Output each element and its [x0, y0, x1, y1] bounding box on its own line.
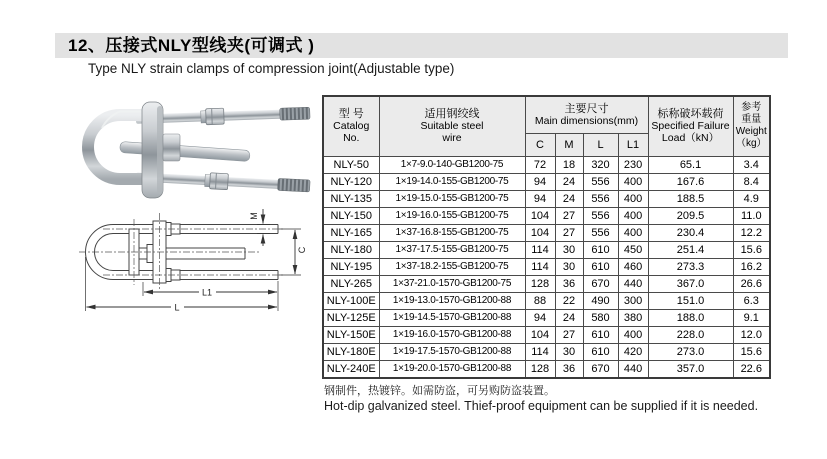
table-cell: 94 — [525, 173, 555, 190]
col-header-load: 标称破坏载荷 Specified Failure Load（kN） — [648, 96, 733, 156]
table-cell: 556 — [583, 207, 618, 224]
table-cell: NLY-265 — [323, 275, 379, 292]
table-cell: 670 — [583, 360, 618, 378]
col-header-l: L — [583, 133, 618, 156]
spec-table — [322, 95, 771, 379]
table-row — [323, 326, 770, 343]
table-cell: 16.2 — [733, 258, 770, 275]
table-cell: NLY-125E — [323, 309, 379, 326]
table-cell: 12.0 — [733, 326, 770, 343]
table-cell: 400 — [618, 224, 648, 241]
table-cell: NLY-135 — [323, 190, 379, 207]
table-cell: 1×37-21.0-1570-GB1200-75 — [379, 275, 525, 292]
table-row — [323, 173, 770, 190]
col-header-wire: 适用钢绞线 Suitable steel wire — [379, 96, 525, 156]
table-cell: 94 — [525, 309, 555, 326]
table-cell: 230.4 — [648, 224, 733, 241]
table-cell: 357.0 — [648, 360, 733, 378]
page-subtitle: Type NLY strain clamps of compression joint(Adjustable type) — [88, 61, 455, 76]
table-cell: 556 — [583, 173, 618, 190]
table-cell: 151.0 — [648, 292, 733, 309]
col-header-dimensions: 主要尺寸 Main dimensions(mm) — [525, 96, 648, 133]
table-cell: 1×19-20.0-1570-GB1200-88 — [379, 360, 525, 378]
table-cell: 1×37-18.2-155-GB1200-75 — [379, 258, 525, 275]
table-cell: 4.9 — [733, 190, 770, 207]
table-cell: 27 — [555, 326, 583, 343]
table-cell: 400 — [618, 207, 648, 224]
table-cell: 30 — [555, 343, 583, 360]
table-cell: 72 — [525, 156, 555, 173]
table-cell: 15.6 — [733, 343, 770, 360]
table-cell: 273.0 — [648, 343, 733, 360]
col-header-l1: L1 — [618, 133, 648, 156]
footnotes — [324, 384, 758, 414]
table-cell: 440 — [618, 360, 648, 378]
table-cell: 128 — [525, 275, 555, 292]
table-cell: 610 — [583, 343, 618, 360]
table-cell: 610 — [583, 326, 618, 343]
table-cell: 9.1 — [733, 309, 770, 326]
table-row — [323, 258, 770, 275]
table-cell: 104 — [525, 207, 555, 224]
table-cell: 36 — [555, 275, 583, 292]
table-cell: 490 — [583, 292, 618, 309]
table-cell: 18 — [555, 156, 583, 173]
table-cell: 30 — [555, 241, 583, 258]
table-cell: 1×19-16.0-1570-GB1200-88 — [379, 326, 525, 343]
table-cell: NLY-150E — [323, 326, 379, 343]
table-cell: 380 — [618, 309, 648, 326]
table-header — [323, 96, 770, 156]
table-cell: 610 — [583, 258, 618, 275]
table-cell: 88 — [525, 292, 555, 309]
dim-label-l: L — [174, 302, 180, 313]
table-cell: 65.1 — [648, 156, 733, 173]
table-cell: 26.6 — [733, 275, 770, 292]
table-cell: 114 — [525, 258, 555, 275]
table-cell: 460 — [618, 258, 648, 275]
table-cell: 228.0 — [648, 326, 733, 343]
table-row — [323, 343, 770, 360]
table-cell: 1×7-9.0-140-GB1200-75 — [379, 156, 525, 173]
table-cell: NLY-165 — [323, 224, 379, 241]
table-cell: 420 — [618, 343, 648, 360]
clamp-photo-svg — [58, 98, 320, 210]
table-cell: 188.5 — [648, 190, 733, 207]
dim-label-m: M — [249, 212, 259, 220]
table-cell: NLY-180 — [323, 241, 379, 258]
table-cell: 36 — [555, 360, 583, 378]
note-en: Hot-dip galvanized steel. Thief-proof equipment can be supplied if it is needed. — [324, 399, 759, 413]
table-cell: 1×19-14.0-155-GB1200-75 — [379, 173, 525, 190]
table-cell: 12.2 — [733, 224, 770, 241]
table-cell: 300 — [618, 292, 648, 309]
table-cell: 27 — [555, 224, 583, 241]
table-cell: NLY-150 — [323, 207, 379, 224]
table-cell: 610 — [583, 241, 618, 258]
table-cell: 556 — [583, 190, 618, 207]
table-cell: 24 — [555, 190, 583, 207]
table-cell: 251.4 — [648, 241, 733, 258]
table-cell: 104 — [525, 224, 555, 241]
col-header-c: C — [525, 133, 555, 156]
table-cell: 27 — [555, 207, 583, 224]
table-cell: 230 — [618, 156, 648, 173]
table-cell: 6.3 — [733, 292, 770, 309]
table-cell: 104 — [525, 326, 555, 343]
col-header-weight: 参考 重量 Weight （kg） — [733, 96, 770, 156]
table-cell: 1×19-14.5-1570-GB1200-88 — [379, 309, 525, 326]
page-title: 12、压接式NLY型线夹(可调式 ) — [68, 36, 315, 55]
table-cell: 22 — [555, 292, 583, 309]
table-row — [323, 292, 770, 309]
table-cell: 440 — [618, 275, 648, 292]
table-row — [323, 190, 770, 207]
table-cell: 556 — [583, 224, 618, 241]
table-cell: 1×19-15.0-155-GB1200-75 — [379, 190, 525, 207]
table-cell: 273.3 — [648, 258, 733, 275]
table-cell: NLY-50 — [323, 156, 379, 173]
table-row — [323, 207, 770, 224]
table-cell: 670 — [583, 275, 618, 292]
dim-label-c: C — [297, 246, 307, 254]
clamp-diagram — [73, 203, 325, 344]
table-cell: 1×37-16.8-155-GB1200-75 — [379, 224, 525, 241]
dim-label-l1: L1 — [201, 287, 213, 298]
table-cell: 3.4 — [733, 156, 770, 173]
col-header-catalog: 型 号 Catalog No. — [323, 96, 379, 156]
clamp-photo — [58, 98, 320, 215]
table-row — [323, 241, 770, 258]
table-cell: 400 — [618, 190, 648, 207]
table-cell: 128 — [525, 360, 555, 378]
middle-tube — [120, 141, 250, 161]
note-zh: 钢制件，热镀锌。如需防盗，可另购防盗装置。 — [324, 385, 555, 397]
table-cell: NLY-240E — [323, 360, 379, 378]
table-cell: 450 — [618, 241, 648, 258]
table-cell: 94 — [525, 190, 555, 207]
table-cell: 24 — [555, 173, 583, 190]
table-cell: 11.0 — [733, 207, 770, 224]
table-row — [323, 224, 770, 241]
table-row — [323, 275, 770, 292]
table-cell: 320 — [583, 156, 618, 173]
table-cell: 114 — [525, 241, 555, 258]
col-header-m: M — [555, 133, 583, 156]
table-row — [323, 309, 770, 326]
table-body — [323, 156, 770, 378]
table-cell: 209.5 — [648, 207, 733, 224]
table-cell: 8.4 — [733, 173, 770, 190]
section-title-bar — [55, 33, 788, 58]
table-cell: 367.0 — [648, 275, 733, 292]
table-cell: 15.6 — [733, 241, 770, 258]
table-cell: 1×19-16.0-155-GB1200-75 — [379, 207, 525, 224]
table-cell: NLY-120 — [323, 173, 379, 190]
table-cell: 1×19-13.0-1570-GB1200-88 — [379, 292, 525, 309]
table-cell: NLY-180E — [323, 343, 379, 360]
table-cell: 400 — [618, 173, 648, 190]
table-cell: 167.6 — [648, 173, 733, 190]
table-cell: 1×37-17.5-155-GB1200-75 — [379, 241, 525, 258]
table-cell: NLY-195 — [323, 258, 379, 275]
table-cell: 188.0 — [648, 309, 733, 326]
table-cell: 30 — [555, 258, 583, 275]
table-cell: 580 — [583, 309, 618, 326]
table-cell: NLY-100E — [323, 292, 379, 309]
dim-labels — [171, 212, 307, 312]
table-cell: 1×19-17.5-1570-GB1200-88 — [379, 343, 525, 360]
table-cell: 22.6 — [733, 360, 770, 378]
table-row — [323, 156, 770, 173]
table-row — [323, 360, 770, 378]
table-cell: 400 — [618, 326, 648, 343]
table-cell: 114 — [525, 343, 555, 360]
table-cell: 24 — [555, 309, 583, 326]
clamp-diagram-svg — [73, 203, 325, 339]
